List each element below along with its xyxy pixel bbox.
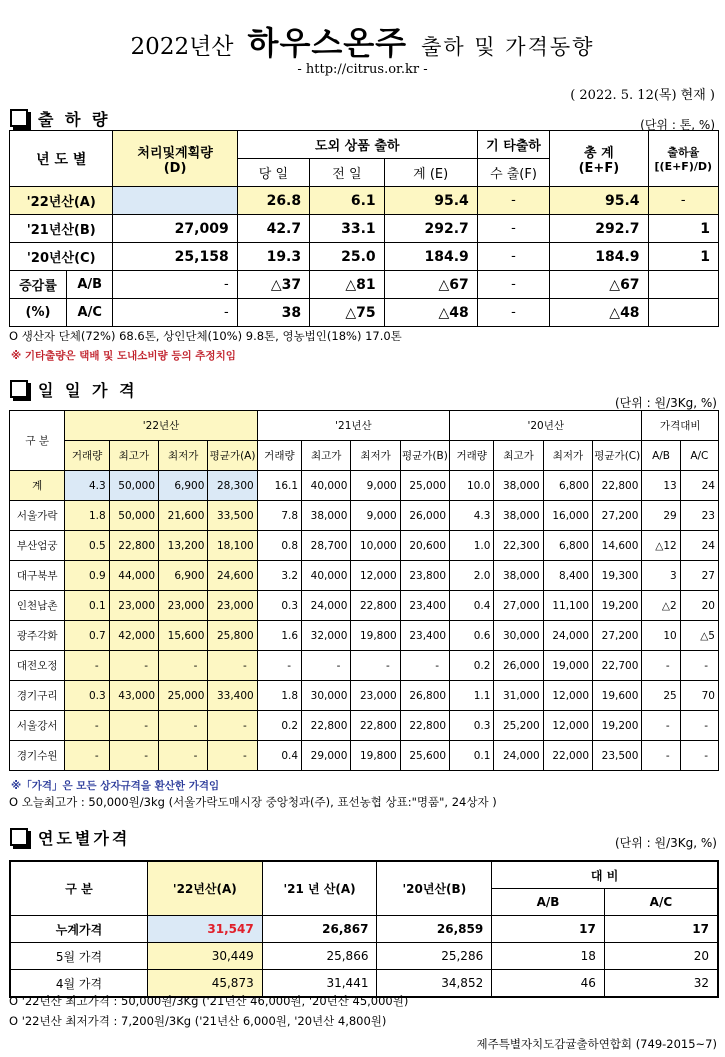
cell: 0.3 [450, 711, 494, 741]
header-export: 수 출(F) [477, 159, 549, 187]
cell: 50,000 [109, 501, 158, 531]
cell: 0.1 [450, 741, 494, 771]
title-rest: 출하 및 가격동향 [421, 35, 595, 59]
cell: 27,000 [494, 591, 543, 621]
table-row [10, 501, 719, 531]
cell: 0.8 [257, 531, 301, 561]
cell: 33,400 [208, 681, 257, 711]
cell: 11,100 [543, 591, 592, 621]
title-brand: 하우스온주 [247, 24, 408, 62]
cell: 0.6 [450, 621, 494, 651]
cell: 6,900 [159, 561, 208, 591]
header-cmp: 가격대비 [642, 411, 719, 441]
cell: △12 [642, 531, 680, 561]
cell: 43,000 [109, 681, 158, 711]
cell: 19,200 [593, 711, 642, 741]
cell: 10,000 [351, 531, 400, 561]
cell: 2.0 [450, 561, 494, 591]
cell: △2 [642, 591, 680, 621]
header-gubun: 구 분 [10, 411, 65, 471]
row-label: 인천남촌 [10, 591, 65, 621]
cell: 22,800 [593, 471, 642, 501]
cell: 38,000 [494, 561, 543, 591]
cell: 20,600 [400, 531, 449, 561]
cell: 13 [642, 471, 680, 501]
cell: 22,700 [593, 651, 642, 681]
cell: 31,000 [494, 681, 543, 711]
cell: 24,000 [543, 621, 592, 651]
cell: 6,900 [159, 471, 208, 501]
site-url: - http://citrus.or.kr - [297, 62, 428, 77]
cell: 38,000 [302, 501, 351, 531]
cell: 38,000 [494, 471, 543, 501]
cell: 19,000 [543, 651, 592, 681]
table-row [10, 531, 719, 561]
cell: 23 [680, 501, 718, 531]
cell: 29,000 [302, 741, 351, 771]
table-row: 4월 가격 45,873 31,441 34,852 46 32 [10, 970, 718, 998]
table-row: 누계가격 31,547 26,867 26,859 17 17 [10, 916, 718, 943]
cell: 70 [680, 681, 718, 711]
row-label: 부산엄궁 [10, 531, 65, 561]
row-label: 서울강서 [10, 711, 65, 741]
cell: - [642, 711, 680, 741]
cell: 8,400 [543, 561, 592, 591]
cell: 42,000 [109, 621, 158, 651]
row-label: 대구북부 [10, 561, 65, 591]
cell: 27 [680, 561, 718, 591]
cell: - [302, 651, 351, 681]
table-row [10, 651, 719, 681]
daily-rows [10, 471, 719, 771]
cell: 0.2 [450, 651, 494, 681]
cell: 0.1 [65, 591, 109, 621]
cell: 19,800 [351, 621, 400, 651]
header-prev: 전 일 [310, 159, 385, 187]
cell: - [159, 741, 208, 771]
cell: 4.3 [65, 471, 109, 501]
yearly-note-max: O '22년산 최고가격 : 50,000원/3Kg ('21년산 46,000원, '20년산 45,000원) [9, 994, 409, 1008]
cell: 24 [680, 471, 718, 501]
yearly-price-table: 구 분 '22년산(A) '21 년 산(A) '20년산(B) 대 비 A/B A/C 누계가격 31,547 26,867 26,859 17 17 5월 가격 30,449 25,866 25,286 18 20 4월 가격 45,873 31,441 34,852 46 32 [9, 860, 719, 998]
cell: 0.9 [65, 561, 109, 591]
header-plan: 처리및계획량 (D) [113, 131, 237, 187]
cell: 0.7 [65, 621, 109, 651]
cell: 23,800 [400, 561, 449, 591]
table-row: (%) A/C - 38 △75 △48 - △48 [10, 299, 719, 327]
cell: 23,500 [593, 741, 642, 771]
cell: - [642, 741, 680, 771]
cell: 33,500 [208, 501, 257, 531]
table-row: '20년산(C) 25,158 19.3 25.0 184.9 - 184.9 1 [10, 243, 719, 271]
header-year: 년 도 별 [10, 131, 113, 187]
row-label: 대전오정 [10, 651, 65, 681]
header-other: 기 타출하 [477, 131, 549, 159]
cell: 25,000 [400, 471, 449, 501]
table-row [10, 711, 719, 741]
cell: - [109, 741, 158, 771]
cell: 32,000 [302, 621, 351, 651]
cell: 24,000 [302, 591, 351, 621]
cell: △5 [680, 621, 718, 651]
cell: - [680, 711, 718, 741]
row-label: 광주각화 [10, 621, 65, 651]
header-20: '20년산 [450, 411, 642, 441]
cell: 23,000 [109, 591, 158, 621]
cell: 22,800 [400, 711, 449, 741]
cell: 26,000 [494, 651, 543, 681]
cell: 23,000 [208, 591, 257, 621]
cell: 19,200 [593, 591, 642, 621]
cell: 26,000 [400, 501, 449, 531]
cell: 15,600 [159, 621, 208, 651]
cell: 3.2 [257, 561, 301, 591]
cell: 7.8 [257, 501, 301, 531]
cell: 23,000 [159, 591, 208, 621]
cell: 26,800 [400, 681, 449, 711]
cell: 1.8 [65, 501, 109, 531]
cell: - [400, 651, 449, 681]
cell: 16,000 [543, 501, 592, 531]
cell: 40,000 [302, 561, 351, 591]
cell: 23,400 [400, 621, 449, 651]
table-row [10, 471, 719, 501]
cell: - [208, 711, 257, 741]
cell: - [680, 651, 718, 681]
cell: 30,000 [494, 621, 543, 651]
cell: - [257, 651, 301, 681]
header-21: '21년산 [257, 411, 449, 441]
daily-price-table: 구 분 '22년산 '21년산 '20년산 가격대비 거래량 최고가 최저가 평균가(A) 거래량 최고가 최저가 평균가(B) 거래량 최고가 최저가 평균가(C) A/B A/C 계 4.3 50,000 6,900 28,300 16.1 40,000 9,000 25,000 10.0 38,000 6,800 22,800 13 24 서울가락 1.8 50,000 21,600 33,500 7.8 38,000 9,000 26,000 4.3 38,000 16,000 27,200 29 23 부산엄궁 0.5 22,800 13,200 18,100 0.8 28,700 10,000 20,600 1.0 22,300 6,800 14,600 △12 24 대구북부 0.9 44,000 6,900 24,600 3.2 40,000 12,000 23,800 2.0 38,000 8,400 19,300 3 27 인천남촌 0.1 23,000 23,000 23,000 0.3 24,000 22,800 23,400 0.4 27,000 11,100 19,200 △2 20 광주각화 0.7 42,000 15,600 25,800 1.6 32,000 19,800 23,400 0.6 30,000 24,000 27,200 10 △5 대전오정 - - - - - - - - 0.2 26,000 19,000 22,700 - - 경기구리 0.3 43,000 25,000 33,400 1.8 30,000 23,000 26,800 1.1 31,000 12,000 19,600 25 70 서울강서 - - - - 0.2 22,800 22,800 22,800 0.3 25,200 12,000 19,200 - - 경기수원 - - - - 0.4 29,000 19,800 25,600 0.1 24,000 22,000 23,500 - - [9, 410, 719, 771]
table-row [10, 591, 719, 621]
title-year: 2022년산 [130, 34, 234, 60]
cell: 18,100 [208, 531, 257, 561]
shipment-note: O 생산자 단체(72%) 68.6톤, 상인단체(10%) 9.8톤, 영농법인(18%) 17.0톤 [9, 329, 402, 343]
shipment-table [9, 130, 719, 327]
cell: 24 [680, 531, 718, 561]
yearly-section-title: 연도별가격 [10, 826, 130, 849]
cell: 25,800 [208, 621, 257, 651]
cell: 22,800 [351, 711, 400, 741]
cell: 23,000 [351, 681, 400, 711]
cell: 12,000 [543, 681, 592, 711]
table-row [10, 621, 719, 651]
cell: 16.1 [257, 471, 301, 501]
cell: 22,300 [494, 531, 543, 561]
table-row: '22년산(A) 26.8 6.1 95.4 - 95.4 - [10, 187, 719, 215]
shipment-note-red: ※ 기타출량은 택배 및 도내소비량 등의 추정치임 [11, 350, 236, 362]
cell: 25,600 [400, 741, 449, 771]
cell: 10 [642, 621, 680, 651]
cell: 9,000 [351, 501, 400, 531]
table-row [10, 681, 719, 711]
cell: - [208, 741, 257, 771]
table-row [10, 561, 719, 591]
cell: 6,800 [543, 531, 592, 561]
daily-note: O 오늘최고가 : 50,000원/3kg (서울가락도매시장 중앙청과(주), 표선농협 상표:"명품", 24상자 ) [9, 795, 497, 809]
header-out: 도외 상품 출하 [237, 131, 477, 159]
cell: 1.0 [450, 531, 494, 561]
cell: - [680, 741, 718, 771]
cell: 1.6 [257, 621, 301, 651]
checkbox-bullet-icon [10, 380, 28, 398]
cell: 28,300 [208, 471, 257, 501]
cell: - [159, 711, 208, 741]
cell: 24,600 [208, 561, 257, 591]
cell: 12,000 [543, 711, 592, 741]
cell: 14,600 [593, 531, 642, 561]
header-22: '22년산 [65, 411, 257, 441]
cell: 19,300 [593, 561, 642, 591]
table-row [10, 741, 719, 771]
cell: 0.3 [65, 681, 109, 711]
cell: - [642, 651, 680, 681]
shipment-unit: (단위 : 톤, %) [640, 118, 715, 132]
cell: 25,200 [494, 711, 543, 741]
yearly-note-min: O '22년산 최저가격 : 7,200원/3Kg ('21년산 6,000원, '20년산 4,800원) [9, 1014, 387, 1028]
cell: - [109, 651, 158, 681]
header-sum: 계 (E) [384, 159, 477, 187]
cell: 0.3 [257, 591, 301, 621]
row-label: 계 [10, 471, 65, 501]
cell: 0.2 [257, 711, 301, 741]
cell: - [65, 711, 109, 741]
page-title [0, 18, 725, 64]
cell: 20 [680, 591, 718, 621]
cell: 27,200 [593, 501, 642, 531]
cell: 10.0 [450, 471, 494, 501]
cell: 4.3 [450, 501, 494, 531]
table-row: '21년산(B) 27,009 42.7 33.1 292.7 - 292.7 1 [10, 215, 719, 243]
daily-note-blue: ※「가격」은 모든 상자규격을 환산한 가격임 [11, 780, 220, 792]
cell: 50,000 [109, 471, 158, 501]
cell: 13,200 [159, 531, 208, 561]
cell: 29 [642, 501, 680, 531]
cell: 1.1 [450, 681, 494, 711]
cell: - [208, 651, 257, 681]
row-label: 경기수원 [10, 741, 65, 771]
cell: - [159, 651, 208, 681]
footer-org: 제주특별자치도감귤출하연합회 (749-2015~7) [476, 1037, 717, 1051]
checkbox-bullet-icon [10, 109, 28, 127]
cell: 25,000 [159, 681, 208, 711]
cell: 23,400 [400, 591, 449, 621]
cell: 22,000 [543, 741, 592, 771]
cell: 24,000 [494, 741, 543, 771]
cell: 38,000 [494, 501, 543, 531]
header-today: 당 일 [237, 159, 309, 187]
cell: 21,600 [159, 501, 208, 531]
cell: 22,800 [109, 531, 158, 561]
cell: 12,000 [351, 561, 400, 591]
cell: 25 [642, 681, 680, 711]
cell: 0.5 [65, 531, 109, 561]
header-ratio: 출하율 [(E+F)/D) [648, 131, 718, 187]
cell: 19,600 [593, 681, 642, 711]
row-label: 서울가락 [10, 501, 65, 531]
header-total: 총 계 (E+F) [550, 131, 648, 187]
cell: - [65, 741, 109, 771]
yearly-unit: (단위 : 원/3Kg, %) [614, 836, 717, 850]
daily-unit: (단위 : 원/3Kg, %) [614, 396, 717, 410]
cell: - [109, 711, 158, 741]
cell: 0.4 [450, 591, 494, 621]
cell: - [351, 651, 400, 681]
cell: - [65, 651, 109, 681]
cell: 27,200 [593, 621, 642, 651]
cell: 3 [642, 561, 680, 591]
cell: 22,800 [302, 711, 351, 741]
cell: 44,000 [109, 561, 158, 591]
cell: 19,800 [351, 741, 400, 771]
cell: 1.8 [257, 681, 301, 711]
cell: 30,000 [302, 681, 351, 711]
cell: 9,000 [351, 471, 400, 501]
report-date: ( 2022. 5. 12(목) 현재 ) [570, 88, 715, 103]
daily-section-title: 일 일 가 격 [10, 378, 138, 401]
checkbox-bullet-icon [10, 828, 28, 846]
cell: 22,800 [351, 591, 400, 621]
row-label: 경기구리 [10, 681, 65, 711]
cell: 28,700 [302, 531, 351, 561]
cell: 6,800 [543, 471, 592, 501]
table-row: 5월 가격 30,449 25,866 25,286 18 20 [10, 943, 718, 970]
shipment-section-title: 출 하 량 [10, 107, 111, 130]
cell: 40,000 [302, 471, 351, 501]
table-row: 증감률 A/B - △37 △81 △67 - △67 [10, 271, 719, 299]
cell: 0.4 [257, 741, 301, 771]
